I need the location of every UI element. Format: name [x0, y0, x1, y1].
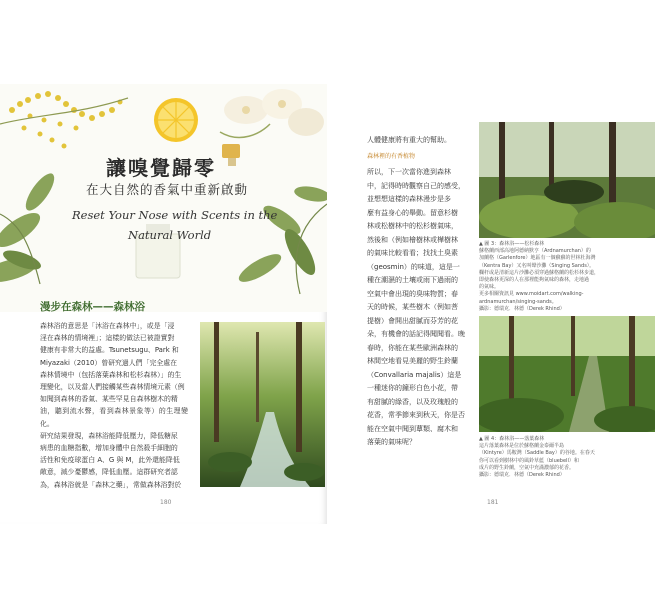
caption-line: ardnamurchan/singing-sands。	[479, 298, 557, 305]
text-line: 麼有益身心的舉動。留意杉樹	[367, 208, 458, 217]
text-line: 活性和免疫球蛋白 A、G 與 M，此外還能降低	[40, 456, 180, 465]
text-line: Miyazaki（2010）曾研究過人們「完全處在	[40, 358, 178, 367]
caption-figure-3	[479, 241, 639, 313]
text-line: 健康有非常大的益處。Tsunetsugu、Park 和	[40, 346, 179, 355]
hero-subtitle: 在大自然的香氣中重新啟動	[86, 182, 249, 197]
left-page	[0, 84, 327, 524]
caption-line: 即使森林更深的人在那裡能夠氣味的森林，走地過	[479, 277, 590, 284]
hero-illustration	[0, 84, 327, 312]
text-line: 理變化，以及當人們接觸某些森林情境元素（例	[40, 383, 185, 392]
lemon-slice	[154, 98, 198, 142]
caption-line: 欄杆或是清新這片沙灘必須穿過蘇格蘭的松杉林步道，	[479, 269, 600, 276]
text-line: （geosmin）的味道，這是一	[367, 262, 460, 271]
text-line: 敵意，減少憂鬱感，降低血壓。這群研究者認	[40, 468, 178, 477]
book-spread	[0, 84, 655, 524]
text-line: 有甜膩的綠香，以及玫瑰般的	[367, 397, 458, 406]
text-line: 的氣味比較看看；找找土臭素	[367, 249, 458, 257]
page-number-left: 180	[160, 499, 172, 506]
caption-line: 加蘭格（Garlenfore）地區有一個蘇蘇的世林杜海灣	[479, 255, 596, 262]
caption-line: 這片落葉森林是位於蘇格蘭金泰爾半島	[479, 443, 565, 450]
caption-line: 成片的野生鈴蘭，空氣中充滿濃郁的花香。	[479, 464, 575, 471]
text-line: 如聞到森林的香氣、某些罕見自森林樹木的精	[40, 395, 178, 404]
botanical-illustration	[0, 84, 327, 312]
text-line: 研究結果發現，森林浴能降低壓力，降低糖尿	[40, 431, 178, 440]
caption-line: （Kintyre）馬鞍灣（Saddle Bay）的谷地。在春天	[479, 450, 595, 457]
text-line: 為，森林浴就是「森林之藥」，常做森林浴對於	[40, 480, 182, 489]
text-line: 並想想這樣的森林漫步是多	[367, 195, 451, 203]
hero-english-line-1: Reset Your Nose with Scents in the	[72, 208, 278, 222]
text-line: 種在潮濕的土壤或雨下過雨的	[367, 276, 458, 284]
text-line: 林或松樹林中的松杉樹氣味，	[367, 222, 458, 230]
left-body-text	[40, 320, 188, 491]
text-line: 油，聽到流水聲，看到森林景象等）的生理變化。	[40, 407, 188, 428]
caption-line: （Kentra Bay）又名叫聲沙灘（Singing Sands）。	[479, 262, 595, 269]
text-line: 淫在森林的情境裡」；這樣的做法已被證實對	[40, 334, 175, 343]
text-line: 森林浴的意思是「沐浴在森林中」，或是「浸	[40, 322, 175, 330]
deciduous-forest-image	[479, 316, 655, 432]
caption-line: 更多相關資訊見 www.moidart.com/walking-	[479, 291, 584, 298]
text-line: 天的時候，某些樹木（例如菩	[367, 303, 458, 311]
text-line: 中，記得時時觀察自己的感受，	[367, 181, 465, 190]
caption-line: 攝影：德瑞克．林德（Derek Rhind）	[479, 472, 565, 479]
right-body-text	[367, 166, 493, 450]
text-line: （Convallaria majalis）這是	[367, 370, 462, 379]
conifer-forest-photo	[479, 122, 655, 238]
conifer-forest-image	[479, 122, 655, 238]
text-line: 一種迷你的鐘形白色小花，帶	[367, 384, 458, 392]
caption-line: 攝影：德瑞克．林德（Derek Rhind）	[479, 305, 565, 312]
caption-line: ▲ 圖 4：森林浴——落葉森林	[479, 436, 545, 442]
white-flowers	[220, 89, 324, 137]
hero-english-line-2: Natural World	[128, 228, 212, 242]
caption-line: 你可以看到樹林中的風鈴草藍（bluebell）和	[479, 457, 579, 464]
mimosa-branch	[9, 91, 123, 149]
text-line: 提樹）會開出甜膩而芬芳的花	[367, 316, 458, 325]
caption-figure-4	[479, 436, 639, 479]
right-page	[327, 84, 655, 524]
text-line: 朵，有機會的話記得聞聞看。晚	[367, 330, 465, 338]
text-line: 空氣中會出現的臭味物質；春	[367, 289, 458, 298]
text-line: 落葉的氣味呢？	[367, 438, 416, 446]
text-line: 春時，你能在某些歐洲森林的	[367, 343, 458, 352]
forest-stream-photo	[200, 322, 325, 487]
text-line: 林間空地看見美麗的野生鈴蘭	[367, 357, 458, 365]
text-line: 然後和（例如檜樹林或樺樹林	[367, 235, 458, 244]
caption-line: ▲ 圖 3：森林浴——松杉森林	[479, 241, 545, 247]
text-line: 能在空氣中聞到蕈類、腐木和	[367, 424, 458, 433]
caption-line: 的氣味。	[479, 284, 500, 291]
right-top-line: 人體健康將有重大的幫助。	[367, 136, 451, 144]
text-line: 所以，下一次當你進到森林	[367, 168, 451, 176]
section-heading: 漫步在森林——森林浴	[40, 301, 145, 313]
mini-heading: 森林裡的有香植物	[367, 153, 416, 160]
forest-stream-image	[200, 322, 325, 487]
text-line: 森林情境中（包括落葉森林和松杉森林）」的生	[40, 370, 182, 379]
hero-title: 讓嗅覺歸零	[106, 156, 216, 180]
caption-line: 蘇格蘭西部高地阿德納默亨（Ardnamurchan）的	[479, 248, 591, 255]
text-line: 病患的血糖指數，增加身體中自然殺手細胞的	[40, 444, 178, 453]
deciduous-forest-photo	[479, 316, 655, 432]
text-line: 花香，常季節來到秋天，你是否	[367, 411, 465, 419]
page-number-right: 181	[487, 499, 499, 506]
